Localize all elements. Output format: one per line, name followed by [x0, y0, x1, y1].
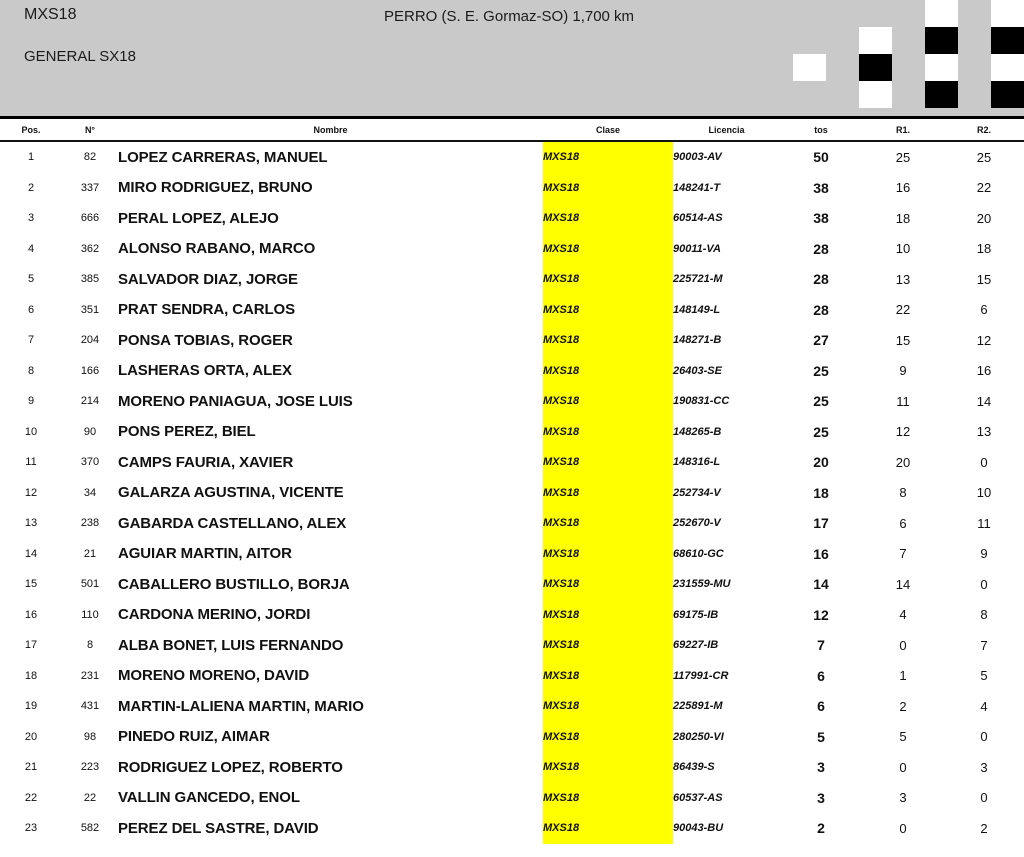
row-number: 666 [80, 212, 100, 225]
row-r1: 3 [899, 790, 907, 806]
row-r1: 22 [895, 302, 911, 318]
table-row [0, 203, 1024, 234]
row-number: 501 [80, 578, 100, 591]
row-name: ALBA BONET, LUIS FERNANDO [118, 636, 344, 654]
row-r2: 0 [980, 576, 988, 592]
row-name: SALVADOR DIAZ, JORGE [118, 270, 298, 288]
row-r2: 20 [976, 210, 992, 226]
row-r1: 4 [899, 607, 907, 623]
row-licencia: 148271-B [673, 334, 722, 347]
row-name: PONSA TOBIAS, ROGER [118, 331, 293, 349]
row-licencia: 60514-AS [673, 212, 723, 225]
row-points: 2 [817, 820, 825, 837]
row-points: 6 [817, 667, 825, 684]
row-number: 82 [83, 151, 97, 164]
column-header-class: Clase [543, 119, 673, 141]
row-r1: 13 [895, 271, 911, 287]
row-r2: 5 [980, 668, 988, 684]
row-position: 4 [27, 242, 35, 255]
row-r2: 9 [980, 546, 988, 562]
row-licencia: 90011-VA [673, 242, 721, 255]
row-number: 351 [80, 303, 100, 316]
row-licencia: 148149-L [673, 303, 721, 316]
row-name: PERAL LOPEZ, ALEJO [118, 209, 279, 227]
row-licencia: 252670-V [673, 517, 721, 530]
row-class: MXS18 [543, 722, 673, 753]
row-r1: 15 [895, 332, 911, 348]
row-points: 25 [813, 423, 829, 440]
row-r1: 11 [896, 393, 910, 409]
row-position: 5 [27, 273, 35, 286]
row-licencia: 86439-S [673, 761, 715, 774]
row-position: 12 [24, 486, 38, 499]
row-r1: 5 [899, 729, 907, 745]
row-number: 110 [81, 608, 99, 621]
row-class: MXS18 [543, 569, 673, 600]
row-licencia: 68610-GC [673, 547, 724, 560]
row-name: GABARDA CASTELLANO, ALEX [118, 514, 347, 532]
row-name: MORENO MORENO, DAVID [118, 667, 310, 685]
row-r2: 25 [976, 149, 992, 165]
row-points: 25 [813, 393, 829, 410]
row-licencia: 231559-MU [673, 578, 731, 591]
table-row [0, 813, 1024, 844]
row-r2: 11 [977, 515, 991, 531]
row-licencia: 117991-CR [673, 669, 729, 682]
row-number: 231 [80, 669, 100, 682]
row-class: MXS18 [543, 508, 673, 539]
row-points: 3 [817, 759, 825, 776]
row-class: MXS18 [543, 813, 673, 844]
row-points: 6 [817, 698, 825, 715]
row-points: 12 [813, 606, 829, 623]
row-points: 18 [813, 484, 829, 501]
row-number: 214 [80, 395, 100, 408]
results-sheet [0, 119, 1024, 844]
row-position: 19 [24, 700, 38, 713]
row-r1: 0 [899, 637, 907, 653]
row-r1: 0 [899, 820, 907, 836]
row-r1: 18 [895, 210, 911, 226]
row-class: MXS18 [543, 234, 673, 265]
row-position: 2 [27, 181, 35, 194]
row-points: 14 [813, 576, 829, 593]
row-name: AGUIAR MARTIN, AITOR [118, 545, 292, 563]
row-points: 38 [813, 179, 829, 196]
column-header-r2: R2. [944, 119, 1024, 141]
row-name: CABALLERO BUSTILLO, BORJA [118, 575, 350, 593]
row-r1: 2 [899, 698, 907, 714]
row-points: 50 [813, 149, 829, 166]
row-class: MXS18 [543, 417, 673, 448]
row-class: MXS18 [543, 539, 673, 570]
table-row [0, 447, 1024, 478]
checkered-flag-icon [694, 0, 1024, 110]
row-position: 9 [27, 395, 35, 408]
row-number: 431 [80, 700, 100, 713]
row-r2: 6 [980, 302, 988, 318]
table-row [0, 386, 1024, 417]
table-row [0, 264, 1024, 295]
row-r1: 10 [895, 241, 911, 257]
row-class: MXS18 [543, 295, 673, 326]
table-row [0, 417, 1024, 448]
column-header-pos: Pos. [0, 119, 62, 141]
table-row [0, 600, 1024, 631]
column-header-r1: R1. [862, 119, 944, 141]
row-points: 38 [813, 210, 829, 227]
row-r1: 7 [899, 546, 907, 562]
row-r1: 6 [899, 515, 907, 531]
row-r2: 15 [976, 271, 992, 287]
row-class: MXS18 [543, 752, 673, 783]
row-name: CAMPS FAURIA, XAVIER [118, 453, 294, 471]
row-points: 17 [813, 515, 829, 532]
row-name: MARTIN-LALIENA MARTIN, MARIO [118, 697, 364, 715]
row-position: 11 [25, 456, 37, 469]
row-position: 8 [27, 364, 35, 377]
row-position: 17 [24, 639, 38, 652]
table-row [0, 508, 1024, 539]
row-number: 21 [83, 547, 97, 560]
row-r2: 13 [976, 424, 992, 440]
classification-title: GENERAL SX18 [24, 48, 136, 65]
row-r2: 12 [976, 332, 992, 348]
row-licencia: 90003-AV [673, 151, 722, 164]
row-r2: 8 [980, 607, 988, 623]
row-name: MIRO RODRIGUEZ, BRUNO [118, 179, 313, 197]
header-titles [24, 6, 136, 65]
row-points: 5 [817, 728, 825, 745]
row-position: 21 [24, 761, 38, 774]
row-class: MXS18 [543, 356, 673, 387]
row-class: MXS18 [543, 600, 673, 631]
row-number: 362 [80, 242, 100, 255]
row-class: MXS18 [543, 141, 673, 173]
row-licencia: 225891-M [673, 700, 723, 713]
row-name: MORENO PANIAGUA, JOSE LUIS [118, 392, 353, 410]
row-class: MXS18 [543, 386, 673, 417]
table-row [0, 752, 1024, 783]
row-class: MXS18 [543, 661, 673, 692]
table-row [0, 783, 1024, 814]
row-r1: 20 [895, 454, 911, 470]
row-points: 20 [813, 454, 829, 471]
row-position: 23 [24, 822, 38, 835]
row-r1: 8 [899, 485, 907, 501]
table-row [0, 539, 1024, 570]
row-licencia: 69175-IB [673, 608, 719, 621]
row-class: MXS18 [543, 478, 673, 509]
row-position: 20 [24, 730, 38, 743]
column-header-number: N° [62, 119, 118, 141]
table-row [0, 234, 1024, 265]
row-position: 16 [24, 608, 38, 621]
row-r1: 1 [899, 668, 907, 684]
row-position: 22 [24, 791, 38, 804]
row-class: MXS18 [543, 203, 673, 234]
table-header-row [0, 119, 1024, 141]
row-number: 8 [86, 639, 94, 652]
table-row [0, 722, 1024, 753]
row-position: 13 [24, 517, 38, 530]
row-number: 370 [80, 456, 100, 469]
row-points: 28 [813, 271, 829, 288]
row-position: 15 [24, 578, 38, 591]
row-name: RODRIGUEZ LOPEZ, ROBERTO [118, 758, 343, 776]
row-name: PEREZ DEL SASTRE, DAVID [118, 819, 319, 837]
row-r2: 14 [976, 393, 992, 409]
row-number: 98 [83, 730, 97, 743]
row-number: 34 [83, 486, 97, 499]
table-row [0, 295, 1024, 326]
row-r2: 3 [980, 759, 988, 775]
row-name: LASHERAS ORTA, ALEX [118, 362, 292, 380]
row-r1: 9 [899, 363, 907, 379]
row-name: ALONSO RABANO, MARCO [118, 240, 316, 258]
row-r2: 18 [976, 241, 992, 257]
row-licencia: 148265-B [673, 425, 722, 438]
row-class: MXS18 [543, 447, 673, 478]
row-points: 7 [817, 637, 825, 654]
row-position: 7 [27, 334, 35, 347]
table-row [0, 141, 1024, 173]
row-licencia: 190831-CC [673, 395, 730, 408]
header-banner [0, 0, 1024, 119]
row-r2: 0 [980, 454, 988, 470]
row-r1: 12 [895, 424, 911, 440]
column-header-name: Nombre [118, 119, 543, 141]
row-points: 27 [813, 332, 829, 349]
row-class: MXS18 [543, 783, 673, 814]
row-number: 238 [80, 517, 100, 530]
row-name: LOPEZ CARRERAS, MANUEL [118, 148, 328, 166]
row-number: 582 [80, 822, 100, 835]
row-r2: 10 [976, 485, 992, 501]
row-name: CARDONA MERINO, JORDI [118, 606, 311, 624]
row-r1: 14 [895, 576, 911, 592]
results-table [0, 119, 1024, 844]
row-position: 14 [24, 547, 38, 560]
row-number: 204 [80, 334, 100, 347]
location-line: PERRO (S. E. Gormaz-SO) 1,700 km [384, 8, 635, 25]
row-name: PRAT SENDRA, CARLOS [118, 301, 295, 319]
row-licencia: 60537-AS [673, 791, 723, 804]
results-body [0, 141, 1024, 844]
row-position: 3 [27, 212, 35, 225]
row-licencia: 69227-IB [673, 639, 719, 652]
row-points: 28 [813, 301, 829, 318]
row-name: PONS PEREZ, BIEL [118, 423, 256, 441]
table-row [0, 569, 1024, 600]
event-title: MXS18 [24, 6, 77, 23]
row-position: 18 [24, 669, 38, 682]
row-class: MXS18 [543, 325, 673, 356]
row-number: 166 [80, 364, 100, 377]
row-r2: 22 [976, 180, 992, 196]
row-number: 337 [80, 181, 100, 194]
row-r1: 16 [895, 180, 911, 196]
column-header-licencia: Licencia [673, 119, 780, 141]
row-r2: 16 [976, 363, 992, 379]
row-licencia: 280250-VI [673, 730, 724, 743]
row-licencia: 148316-L [673, 456, 721, 469]
table-row [0, 356, 1024, 387]
column-header-points: tos [780, 119, 862, 141]
row-name: GALARZA AGUSTINA, VICENTE [118, 484, 344, 502]
row-class: MXS18 [543, 630, 673, 661]
row-position: 1 [27, 151, 35, 164]
row-name: VALLIN GANCEDO, ENOL [118, 789, 300, 807]
row-position: 10 [24, 425, 38, 438]
table-row [0, 325, 1024, 356]
row-number: 22 [83, 791, 97, 804]
row-class: MXS18 [543, 264, 673, 295]
row-licencia: 26403-SE [673, 364, 722, 377]
row-licencia: 90043-BU [673, 822, 724, 835]
row-points: 16 [813, 545, 829, 562]
table-row [0, 478, 1024, 509]
table-row [0, 661, 1024, 692]
table-row [0, 630, 1024, 661]
row-number: 90 [83, 425, 97, 438]
row-points: 28 [813, 240, 829, 257]
row-r2: 0 [980, 790, 988, 806]
row-points: 3 [817, 789, 825, 806]
row-class: MXS18 [543, 173, 673, 204]
table-row [0, 691, 1024, 722]
row-class: MXS18 [543, 691, 673, 722]
row-r2: 0 [980, 729, 988, 745]
row-r2: 4 [980, 698, 988, 714]
row-licencia: 252734-V [673, 486, 721, 499]
row-r2: 2 [980, 820, 988, 836]
row-position: 6 [27, 303, 35, 316]
row-licencia: 225721-M [673, 273, 723, 286]
row-points: 25 [813, 362, 829, 379]
row-r2: 7 [980, 637, 988, 653]
table-row [0, 173, 1024, 204]
row-licencia: 148241-T [673, 181, 721, 194]
row-name: PINEDO RUIZ, AIMAR [118, 728, 270, 746]
row-number: 385 [80, 273, 100, 286]
row-r1: 0 [899, 759, 907, 775]
row-r1: 25 [895, 149, 911, 165]
row-number: 223 [80, 761, 100, 774]
